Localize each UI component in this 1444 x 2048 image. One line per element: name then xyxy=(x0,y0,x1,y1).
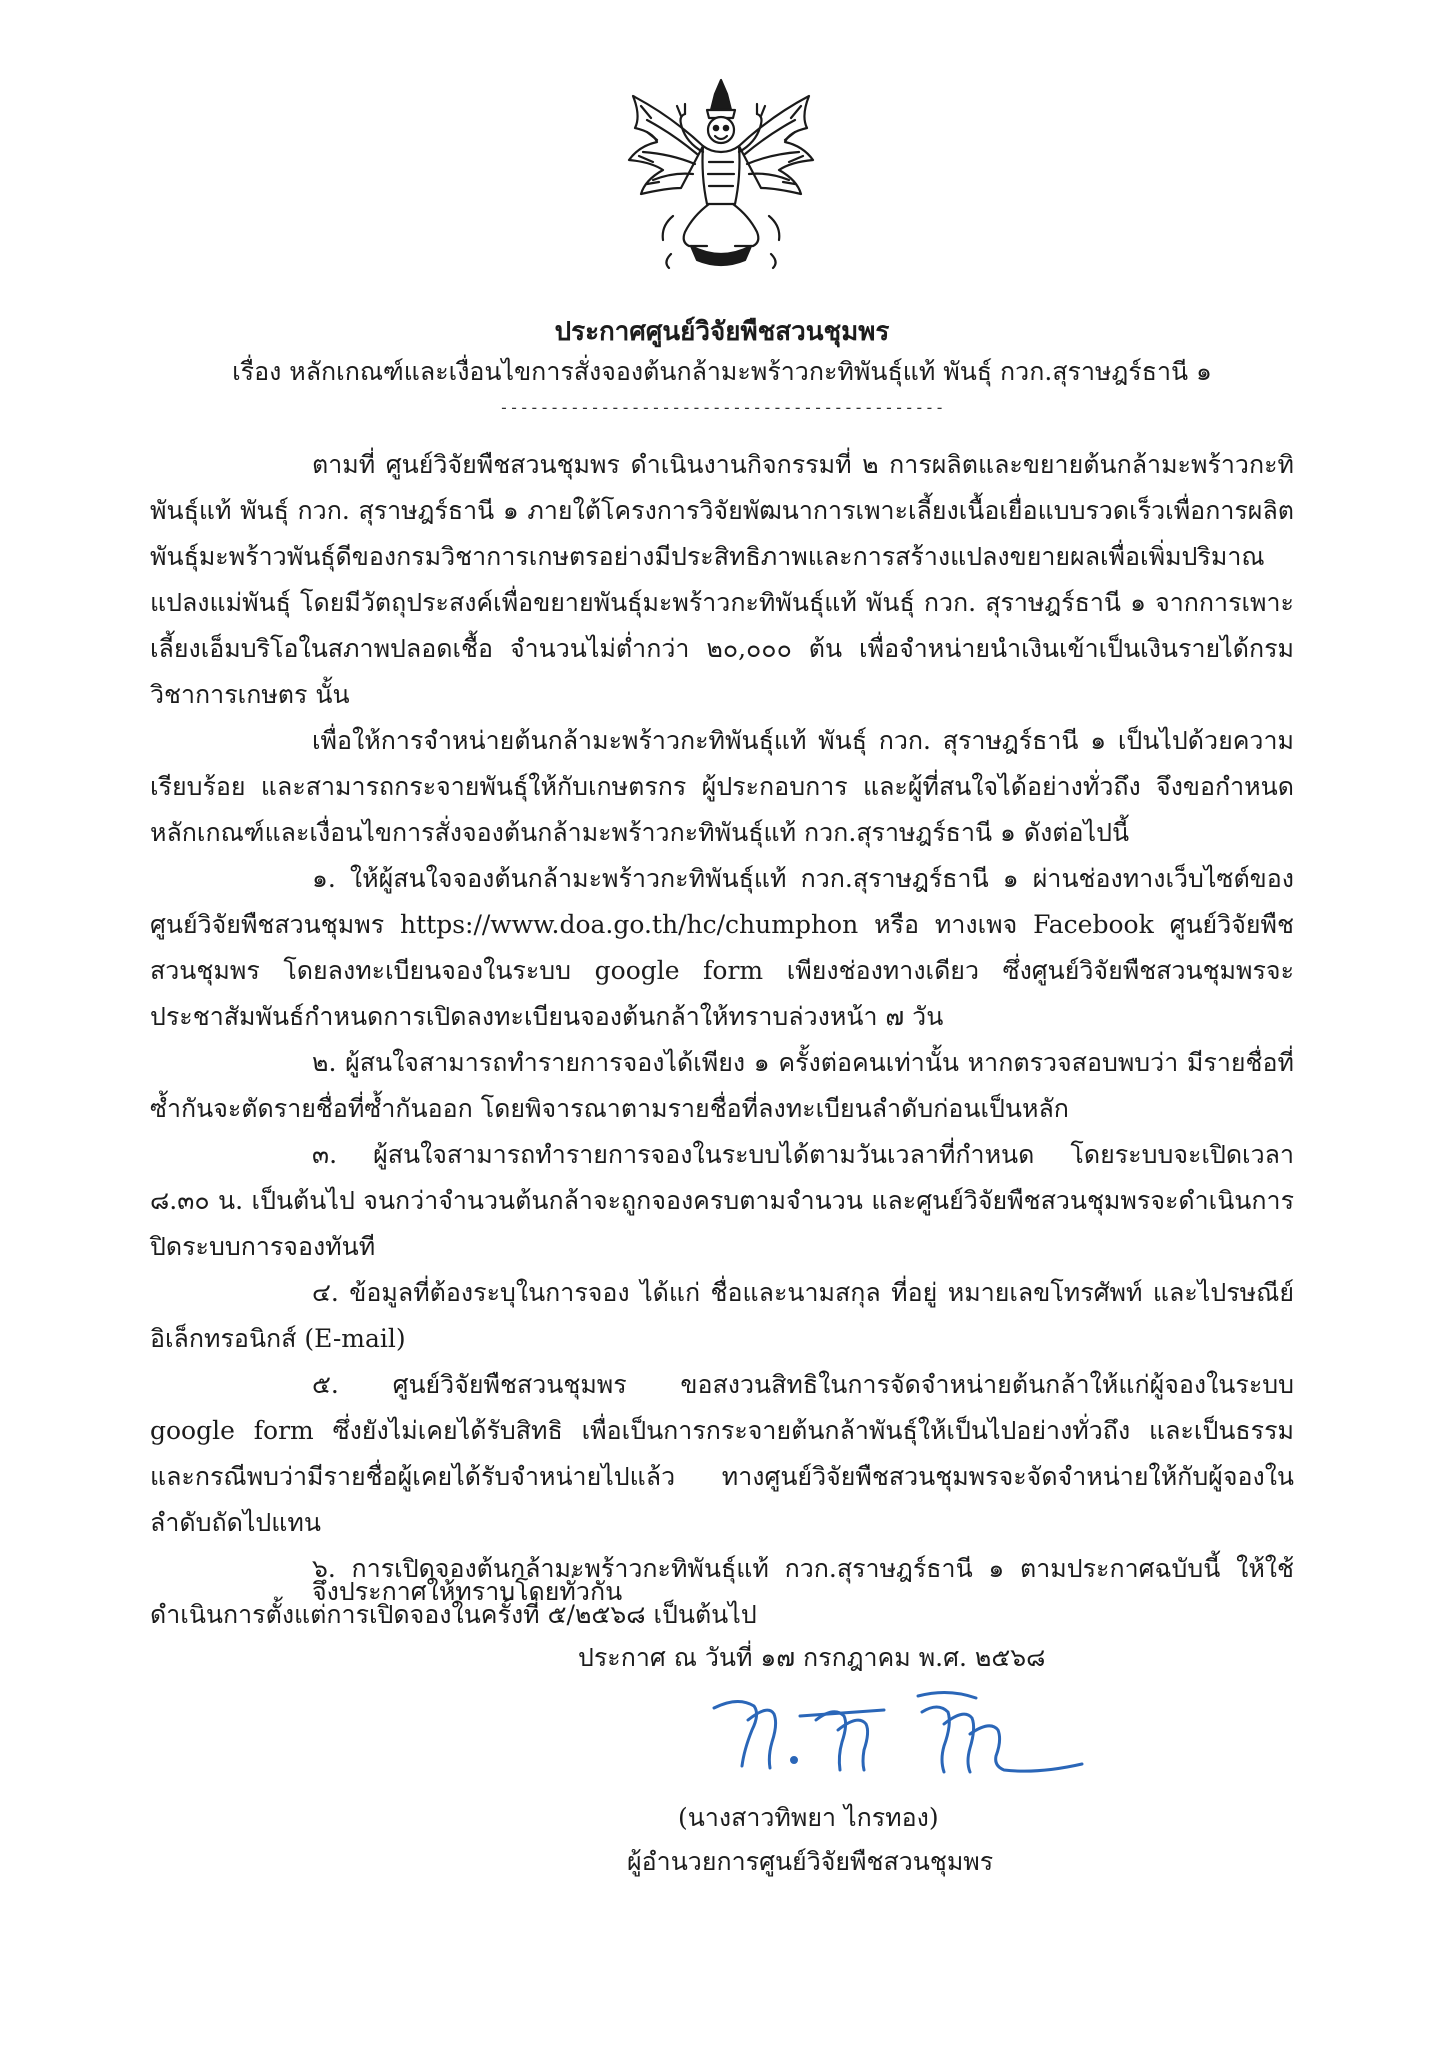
paragraph-purpose: เพื่อให้การจำหน่ายต้นกล้ามะพร้าวกะทิพันธุ์แท้ พันธุ์ กวก. สุราษฎร์ธานี ๑ เป็นไปด้วยความเรียบร้อย และสามารถกระจายพันธุ์ให้กับเกษตรกร ผู้ประกอบการ และผู้ที่สนใจได้อย่างทั่วถึง จึงขอกำหนดหลักเกณฑ์และเงื่อนไขการสั่งจองต้นกล้ามะพร้าวกะทิพันธุ์แท้ กวก.สุราษฎร์ธานี ๑ ดังต่อไปนี้ xyxy=(150,726,1294,847)
paragraph-item-3: ๓. ผู้สนใจสามารถทำรายการจองในระบบได้ตามวันเวลาที่กำหนด โดยระบบจะเปิดเวลา ๘.๓๐ น. เป็นต้นไป จนกว่าจำนวนต้นกล้าจะถูกจองครบตามจำนวน และศูนย์วิจัยพืชสวนชุมพรจะดำเนินการปิดระบบการจองทันที xyxy=(150,1140,1294,1261)
divider-rule: -------------------------------------------- xyxy=(499,398,945,417)
paragraph-intro: ตามที่ ศูนย์วิจัยพืชสวนชุมพร ดำเนินงานกิจกรรมที่ ๒ การผลิตและขยายต้นกล้ามะพร้าวกะทิพันธุ์แท้ พันธุ์ กวก. สุราษฎร์ธานี ๑ ภายใต้โครงการวิจัยพัฒนาการเพาะเลี้ยงเนื้อเยื่อแบบรวดเร็วเพื่อการผลิตพันธุ์มะพร้าวพันธุ์ดีของกรมวิชาการเกษตรอย่างมีประสิทธิภาพและการสร้างแปลงขยายผลเพื่อเพิ่มปริมาณแปลงแม่พันธุ์ โดยมีวัตถุประสงค์เพื่อขยายพันธุ์มะพร้าวกะทิพันธุ์แท้ พันธุ์ กวก. สุราษฎร์ธานี ๑ จากการเพาะเลี้ยงเอ็มบริโอในสภาพปลอดเชื้อ จำนวนไม่ต่ำกว่า ๒๐,๐๐๐ ต้น เพื่อจำหน่ายนำเงินเข้าเป็นเงินรายได้กรมวิชาการเกษตร นั้น xyxy=(150,450,1294,709)
handwritten-signature-icon xyxy=(708,1690,1088,1800)
announcement-title: ประกาศศูนย์วิจัยพืชสวนชุมพร xyxy=(554,317,890,347)
paragraph-item-1: ๑. ให้ผู้สนใจจองต้นกล้ามะพร้าวกะทิพันธุ์แท้ กวก.สุราษฎร์ธานี ๑ ผ่านช่องทางเว็บไซต์ของศูนย์วิจัยพืชสวนชุมพร https://www.doa.go.th/hc/chumphon หรือ ทางเพจ Facebook ศูนย์วิจัยพืชสวนชุมพร โดยลงทะเบียนจองในระบบ google form เพียงช่องทางเดียว ซึ่งศูนย์วิจัยพืชสวนชุมพรจะประชาสัมพันธ์กำหนดการเปิดลงทะเบียนจองต้นกล้าให้ทราบล่วงหน้า ๗ วัน xyxy=(150,864,1294,1031)
paragraph-item-4: ๔. ข้อมูลที่ต้องระบุในการจอง ได้แก่ ชื่อและนามสกุล ที่อยู่ หมายเลขโทรศัพท์ และไปรษณีย์อิเล็กทรอนิกส์ (E-mail) xyxy=(150,1278,1294,1353)
signer-position: ผู้อำนวยการศูนย์วิจัยพืชสวนชุมพร xyxy=(627,1847,994,1876)
closing-statement: จึงประกาศให้ทราบโดยทั่วกัน xyxy=(312,1577,623,1606)
paragraph-item-5: ๕. ศูนย์วิจัยพืชสวนชุมพร ขอสงวนสิทธิในการจัดจำหน่ายต้นกล้าให้แก่ผู้จองในระบบ google form ซึ่งยังไม่เคยได้รับสิทธิ เพื่อเป็นการกระจายต้นกล้าพันธุ์ให้เป็นไปอย่างทั่วถึง และเป็นธรรมและกรณีพบว่ามีรายชื่อผู้เคยได้รับจำหน่ายไปแล้ว ทางศูนย์วิจัยพืชสวนชุมพรจะจัดจำหน่ายให้กับผู้จองในลำดับถัดไปแทน xyxy=(150,1370,1294,1537)
paragraph-item-2: ๒. ผู้สนใจสามารถทำรายการจองได้เพียง ๑ ครั้งต่อคนเท่านั้น หากตรวจสอบพบว่า มีรายชื่อที่ซ้ำกันจะตัดรายชื่อที่ซ้ำกันออก โดยพิจารณาตามรายชื่อที่ลงทะเบียนลำดับก่อนเป็นหลัก xyxy=(150,1048,1294,1123)
announcement-subject: เรื่อง หลักเกณฑ์และเงื่อนไขการสั่งจองต้นกล้ามะพร้าวกะทิพันธุ์แท้ พันธุ์ กวก.สุราษฎร์ธานี ๑ xyxy=(232,357,1212,386)
announcement-date: ประกาศ ณ วันที่ ๑๗ กรกฎาคม พ.ศ. ๒๕๖๘ xyxy=(578,1643,1046,1672)
signer-name: (นางสาวทิพยา ไกรทอง) xyxy=(678,1803,939,1832)
garuda-emblem-icon xyxy=(611,76,831,271)
announcement-body xyxy=(150,442,1294,1638)
paragraph-item-6: ๖. การเปิดจองต้นกล้ามะพร้าวกะทิพันธุ์แท้ กวก.สุราษฎร์ธานี ๑ ตามประกาศฉบับนี้ ให้ใช้ดำเนินการตั้งแต่การเปิดจองในครั้งที่ ๕/๒๕๖๘ เป็นต้นไป xyxy=(150,1554,1294,1629)
